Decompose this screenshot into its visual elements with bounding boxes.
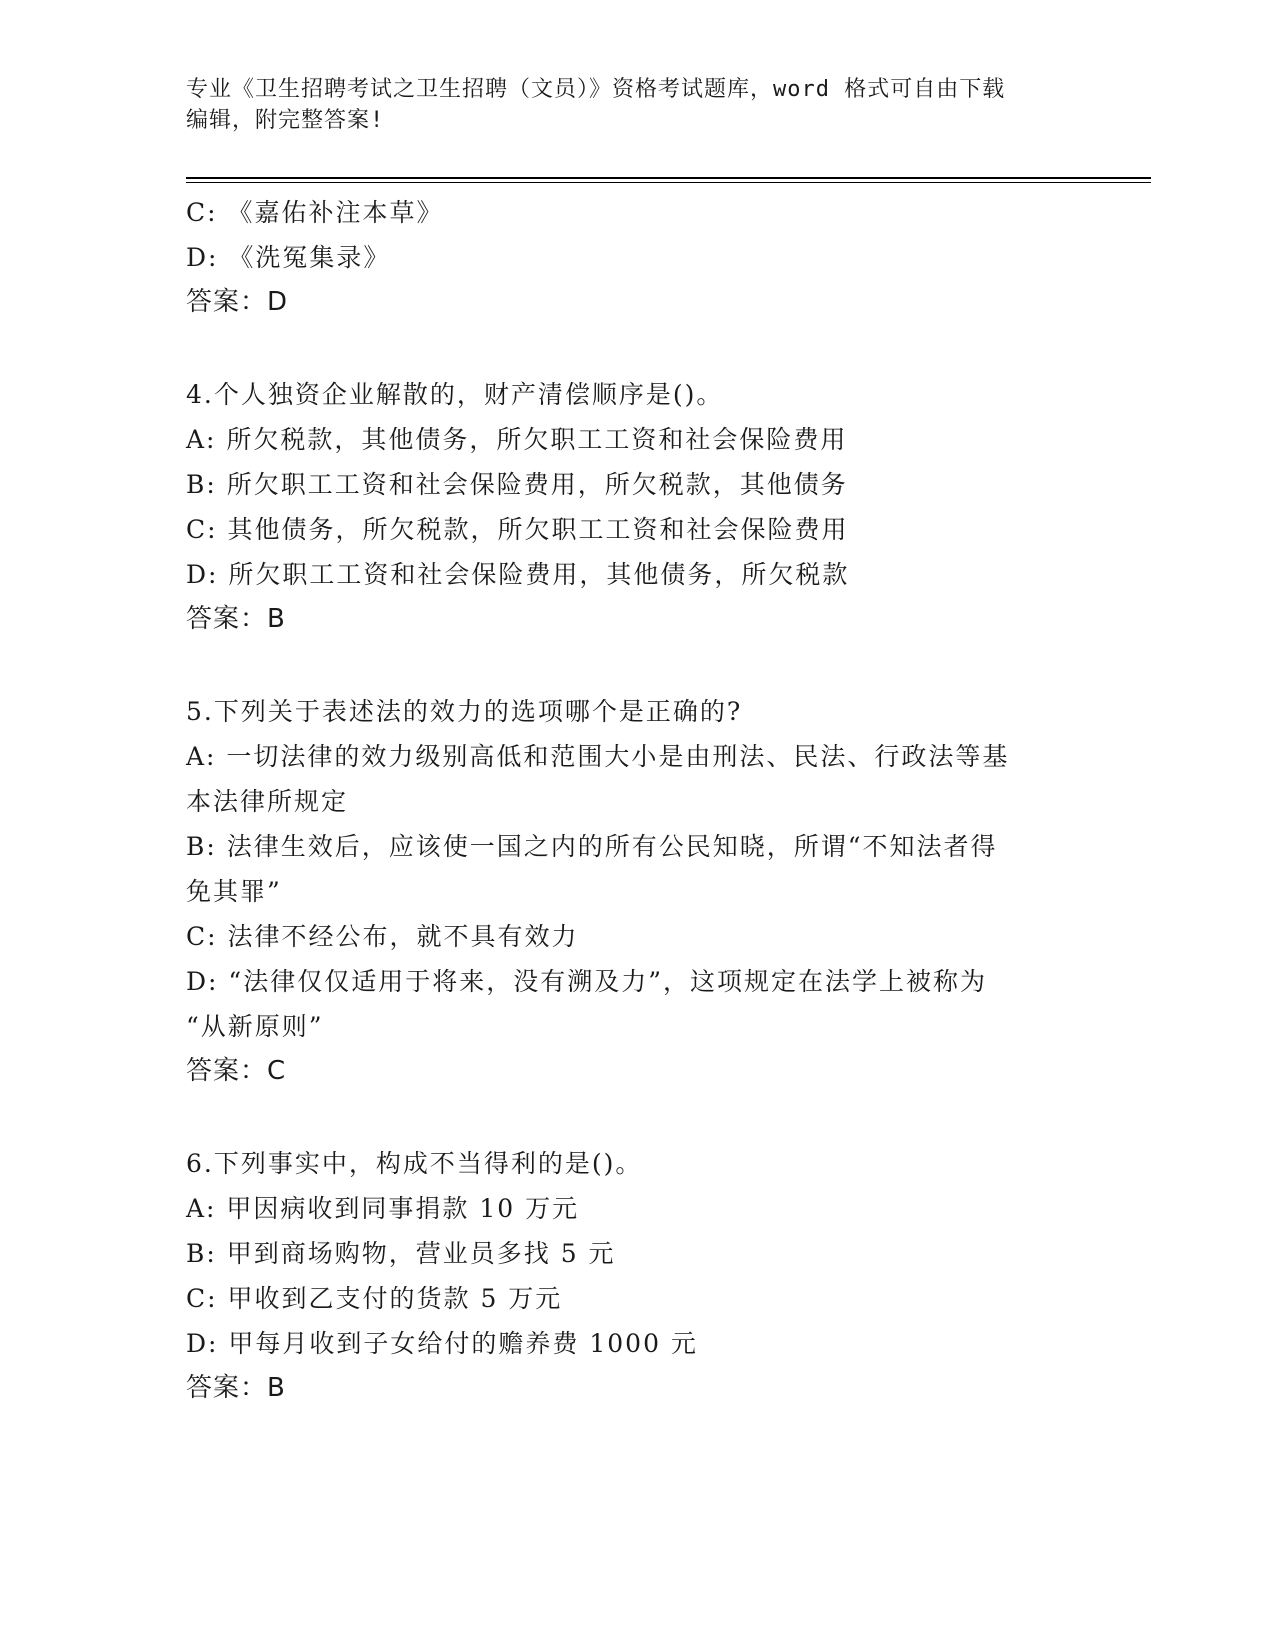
question-4: [186, 372, 1086, 642]
q4-option-c: C: 其他债务，所欠税款，所欠职工工资和社会保险费用: [186, 515, 849, 544]
header-rule-thin: [186, 182, 1151, 183]
header-line-1: 专业《卫生招聘考试之卫生招聘（文员）》资格考试题库，word 格式可自由下载: [186, 77, 1006, 102]
q6-option-a: A: 甲因病收到同事捐款 10 万元: [186, 1194, 580, 1223]
question-6: [186, 1141, 1086, 1411]
spacer: [186, 1094, 1086, 1141]
q3-option-c: C: 《嘉佑补注本草》: [186, 198, 444, 227]
q4-stem: 4.个人独资企业解散的，财产清偿顺序是()。: [186, 380, 724, 409]
q5-option-d-line-1: D: “法律仅仅适用于将来，没有溯及力”，这项规定在法学上被称为: [186, 967, 987, 996]
q3-option-d: D: 《洗冤集录》: [186, 243, 391, 272]
q5-option-c: C: 法律不经公布，就不具有效力: [186, 922, 579, 951]
q4-answer: 答案：B: [186, 604, 286, 634]
question-5: [186, 689, 1086, 1094]
question-3-tail: [186, 190, 1086, 325]
q5-option-b-line-1: B: 法律生效后，应该使一国之内的所有公民知晓，所谓“不知法者得: [186, 832, 998, 861]
q6-answer: 答案：B: [186, 1373, 286, 1403]
header-line-2: 编辑，附完整答案!: [186, 108, 385, 133]
q5-option-d-line-2: “从新原则”: [186, 1012, 324, 1041]
q6-option-b: B: 甲到商场购物，营业员多找 5 元: [186, 1239, 616, 1268]
spacer: [186, 642, 1086, 689]
q6-option-c: C: 甲收到乙支付的货款 5 万元: [186, 1284, 563, 1313]
q5-option-a-line-2: 本法律所规定: [186, 787, 349, 816]
q5-answer: 答案：C: [186, 1056, 287, 1086]
document-header: [186, 74, 1066, 136]
q5-option-b-line-2: 免其罪”: [186, 877, 282, 906]
header-rule-thick: [186, 177, 1151, 179]
q3-answer: 答案：D: [186, 287, 289, 317]
spacer: [186, 325, 1086, 372]
question-content: [186, 190, 1086, 1411]
q5-option-a-line-1: A: 一切法律的效力级别高低和范围大小是由刑法、民法、行政法等基: [186, 742, 1010, 771]
q6-stem: 6.下列事实中，构成不当得利的是()。: [186, 1149, 643, 1178]
q6-option-d: D: 甲每月收到子女给付的赡养费 1000 元: [186, 1329, 698, 1358]
q4-option-a: A: 所欠税款，其他债务，所欠职工工资和社会保险费用: [186, 425, 848, 454]
q4-option-d: D: 所欠职工工资和社会保险费用，其他债务，所欠税款: [186, 560, 850, 589]
q4-option-b: B: 所欠职工工资和社会保险费用，所欠税款，其他债务: [186, 470, 848, 499]
q5-stem: 5.下列关于表述法的效力的选项哪个是正确的?: [186, 697, 743, 726]
